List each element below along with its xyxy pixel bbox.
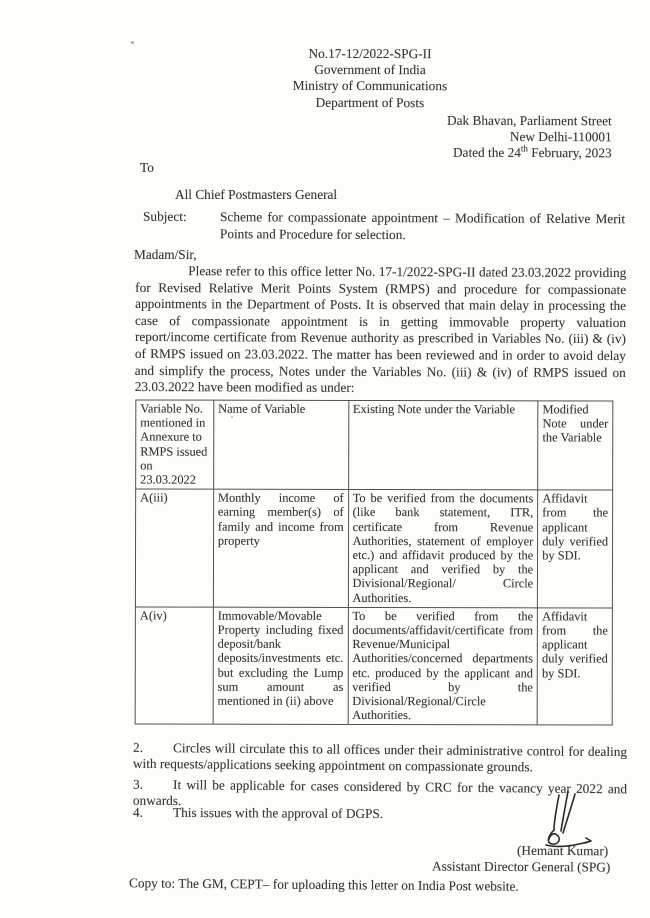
date-line — [447, 144, 612, 160]
paragraph-3-number: 3. — [133, 776, 144, 792]
reference-number: No.17-12/2022-SPG-II — [308, 45, 432, 62]
table-header-row — [136, 400, 613, 490]
cell-modified-note: Affidavit from the applicant duly verified by SDI. — [538, 490, 613, 608]
cell-modified-note: Affidavit from the applicant duly verified by SDI. — [537, 608, 612, 726]
org-ministry: Ministry of Communications — [292, 78, 448, 94]
paragraph-3-text: It will be applicable for cases considered by CRC for the vacancy year 2022 and onwards. — [132, 777, 628, 809]
cell-existing-note: To be verified from the documents/affidavit/certificate from Revenue/Municipal Authorities/concerned departments etc. produced by the applicant and verified by the Divisional/Regional/Circle Authorities. — [348, 607, 538, 725]
scan-speck — [231, 416, 233, 418]
paragraph-4-text: This issues with the approval of DGPS. — [172, 804, 384, 822]
cell-variable-name: Monthly income of earning member(s) of family and income from property — [213, 489, 348, 607]
cell-variable-name: Immovable/Movable Property including fixed deposit/bank deposits/investments etc. but excluding the Lump sum amount as mentioned in (ii) above — [213, 607, 348, 725]
signatory-name: (Hemant Kumar) — [516, 842, 609, 859]
date-rest: February, 2023 — [528, 144, 612, 160]
date-prefix: Dated the 24 — [453, 144, 522, 160]
address-street: Dak Bhavan, Parliament Street — [447, 112, 613, 129]
org-department: Department of Posts — [315, 94, 425, 110]
modification-table — [135, 399, 614, 725]
table-row-a-iv — [135, 607, 612, 726]
salutation: Madam/Sir, — [134, 247, 197, 262]
date-ordinal-superscript: th — [521, 143, 529, 154]
address-city: New Delhi-110001 — [510, 128, 613, 145]
letterhead — [135, 45, 605, 111]
table-row-a-iii — [135, 489, 612, 608]
header-variable-no: Variable No. mentioned in Annexure to RMPS issued on 23.03.2022 — [136, 400, 214, 489]
scan-speck — [561, 140, 563, 142]
cell-variable-no: A(iii) — [135, 489, 213, 607]
cell-variable-no: A(iv) — [135, 607, 213, 725]
address-block — [447, 113, 612, 161]
paragraph-2-text: Circles will circulate this to all offices under their administrative control for dealing with requests/applications seeking appointment on compassionate grounds. — [132, 740, 628, 775]
paragraph-2-number: 2. — [133, 739, 144, 755]
scan-speck — [131, 41, 134, 44]
signature-scribble — [538, 788, 600, 848]
subject-text: Scheme for compassionate appointment – Modification of Relative Merit Points and Procedure for selection. — [219, 209, 626, 242]
org-government: Government of India — [314, 62, 426, 78]
to-label: To — [140, 160, 154, 175]
paragraph-2 — [133, 740, 627, 777]
body-paragraph: Please refer to this office letter No. 17-1/2022-SPG-II dated 23.03.2022 providing for Revised Relative Merit Points System (RMPS) and procedure for compassionate appointments in the Department of Posts. It is observed that main delay in processing the case of compassionate appointment is in getting immovable property valuation report/income certificate from Revenue authority as prescribed in Variables No. (iii) & (iv) of RMPS issued on 23.03.2022. The matter has been reviewed and in order to avoid delay and simplify the process, Notes under the Variables No. (iii) & (iv) of RMPS issued on 23.03.2022 have been modified as under: — [134, 263, 627, 396]
cell-existing-note: To be verified from the documents (like bank statement, ITR, certificate from Revenue Authorities, statement of employer etc.) and affidavit produced by the applicant and verified by the Divisional/Regional/ Circle Authorities. — [348, 490, 538, 608]
copy-to-line: Copy to: The GM, CEPT– for uploading this letter on India Post website. — [128, 875, 519, 894]
header-modified-note: Modified Note under the Variable — [538, 401, 613, 490]
header-existing-note: Existing Note under the Variable — [348, 400, 538, 490]
paragraph-4-number: 4. — [132, 804, 144, 820]
scan-speck — [487, 305, 489, 307]
subject-label: Subject: — [143, 208, 187, 224]
header-name-of-variable: Name of Variable — [213, 400, 348, 490]
recipient-line: All Chief Postmasters General — [175, 187, 338, 202]
signatory-designation: Assistant Director General (SPG) — [431, 858, 611, 875]
subject-row — [143, 209, 625, 245]
